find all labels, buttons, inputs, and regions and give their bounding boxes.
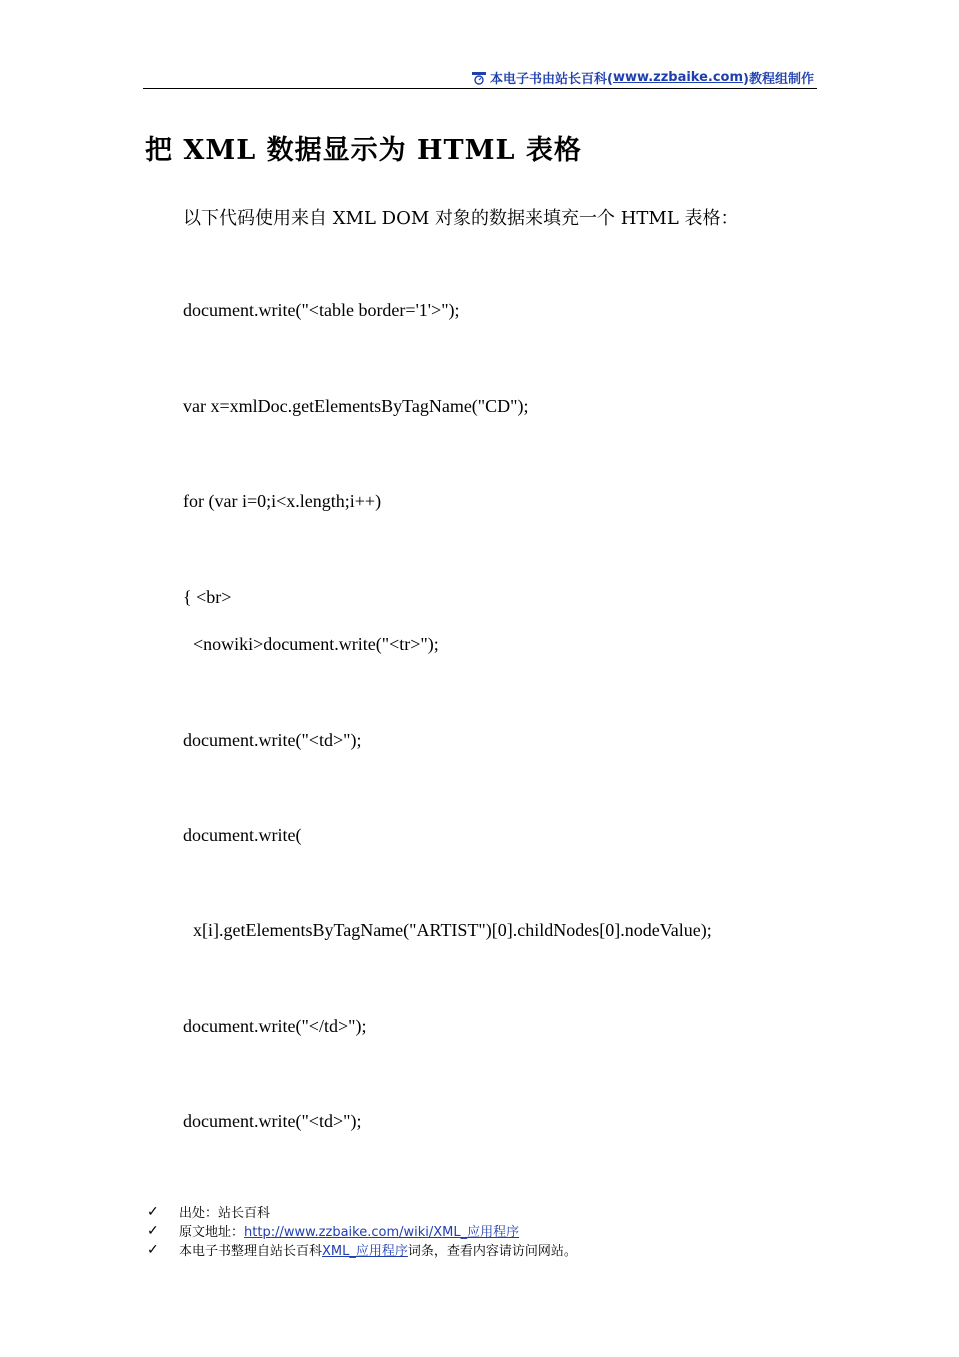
- code-line: { <br>: [183, 587, 232, 607]
- checkmark-icon: ✓: [147, 1241, 159, 1258]
- footer-original-row: [147, 1221, 577, 1240]
- checkmark-icon: ✓: [147, 1222, 159, 1239]
- footer-note-row: [147, 1240, 577, 1259]
- code-line: document.write("<td>");: [183, 1111, 362, 1131]
- code-line: document.write("<table border='1'>");: [183, 300, 460, 320]
- header-text: [471, 68, 814, 87]
- page-header: [143, 66, 817, 89]
- original-label: 原文地址：: [179, 1225, 245, 1240]
- code-line: document.write(: [183, 825, 302, 845]
- code-line: var x=xmlDoc.getElementsByTagName("CD");: [183, 396, 529, 416]
- code-line: for (var i=0;i<x.length;i++): [183, 491, 382, 511]
- checkmark-icon: ✓: [147, 1203, 159, 1220]
- code-line: document.write("</td>");: [183, 1016, 367, 1036]
- note-link[interactable]: XML_应用程序: [322, 1244, 408, 1259]
- footer-source-row: [147, 1202, 577, 1221]
- page-footer: [147, 1202, 577, 1259]
- header-prefix: 本电子书由站长百科(: [490, 72, 613, 87]
- header-suffix: )教程组制作: [743, 72, 814, 87]
- original-url-link[interactable]: http://www.zzbaike.com/wiki/XML_应用程序: [244, 1225, 520, 1240]
- note-prefix: 本电子书整理自站长百科: [179, 1244, 323, 1259]
- note-suffix: 词条，查看内容请访问网站。: [407, 1244, 577, 1259]
- code-line: x[i].getElementsByTagName("ARTIST")[0].childNodes[0].nodeValue);: [193, 920, 712, 940]
- code-line: document.write("<td>");: [183, 730, 362, 750]
- page-title: 把 XML 数据显示为 HTML 表格: [145, 135, 582, 166]
- intro-paragraph: 以下代码使用来自 XML DOM 对象的数据来填充一个 HTML 表格：: [183, 208, 739, 229]
- header-link[interactable]: www.zzbaike.com: [613, 70, 744, 85]
- logo-icon: [471, 71, 487, 85]
- code-line: <nowiki>document.write("<tr>");: [193, 634, 439, 654]
- source-label: 出处：站长百科: [179, 1206, 271, 1221]
